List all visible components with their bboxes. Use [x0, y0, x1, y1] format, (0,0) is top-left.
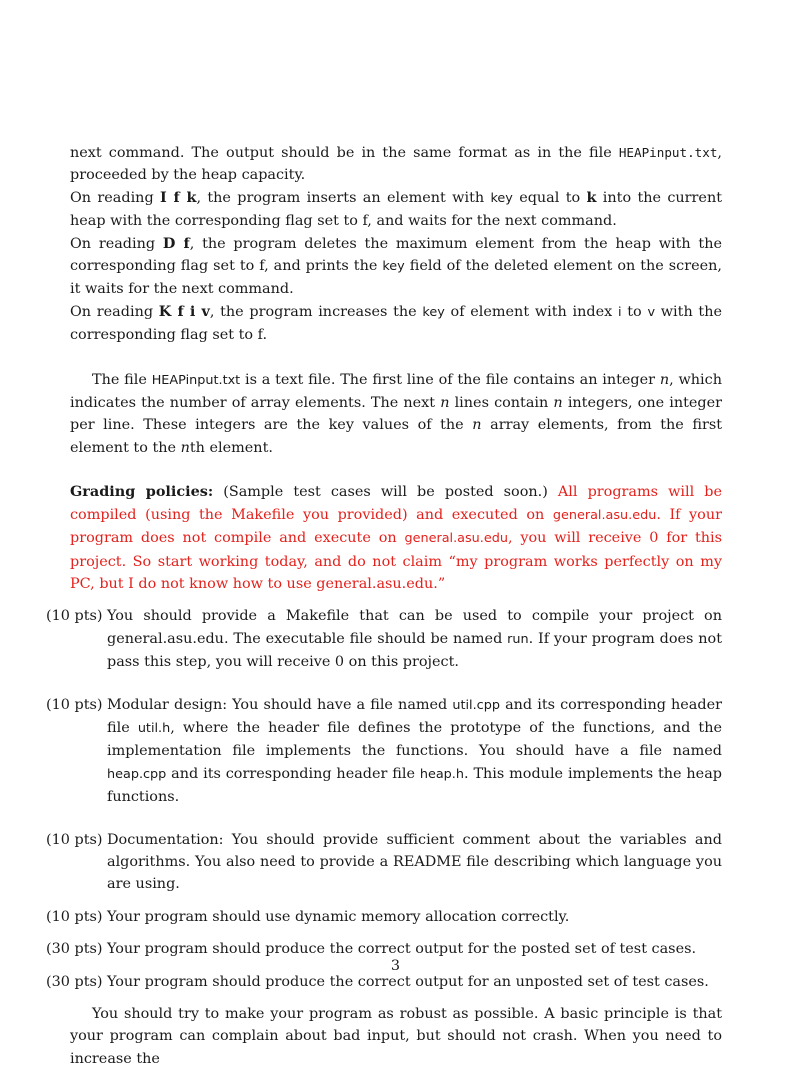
warning-text: . If your program does not compile and execute on: [70, 506, 722, 547]
points-label: (10 pts): [46, 608, 103, 625]
text-run: You should provide a Makefile that can be used to compile your project on general.asu.edu. The executable file should be named: [107, 608, 722, 647]
page-number: 3: [390, 958, 401, 974]
text-run: . If your program does not pass this step, you will receive 0 on this project.: [107, 630, 722, 671]
text-run: On reading: [70, 189, 160, 206]
increase-key-command: K f i v: [158, 302, 210, 320]
spacer: [70, 347, 722, 369]
text-run: , which indicates the number of array elements. The next: [70, 371, 722, 412]
text-run: and its corresponding header file: [166, 765, 420, 782]
key-term: key: [382, 259, 405, 275]
math-n: n: [553, 395, 563, 412]
warning-text: , you will receive 0 for this project. So start working today, and do not claim “my program works perfectly on my PC, but I do not know how to use general.asu.edu.”: [70, 530, 723, 592]
insert-command: I f k: [160, 188, 197, 206]
closing-paragraph: You should try to make your program as robust as possible. A basic principle is that your program can complain about bad input, but should not crash. When you need to increase the: [70, 1006, 722, 1067]
text-run: is a text file. The first line of the file contains an integer: [240, 371, 660, 388]
spacer: [70, 809, 722, 829]
points-label: (30 pts): [46, 941, 103, 958]
filename: heap.cpp: [107, 766, 167, 782]
text-run: On reading: [70, 303, 159, 320]
increase-key-command-paragraph: [70, 301, 722, 347]
value-term: v: [647, 304, 656, 320]
command-intro-paragraph: [70, 142, 722, 187]
text-run: of element with index: [444, 303, 618, 320]
points-label: (10 pts): [46, 908, 103, 925]
item-text: Your program should produce the correct output for the posted set of test cases.: [107, 941, 697, 958]
text-run: array elements, from the first element to the: [70, 417, 722, 456]
math-n: n: [180, 439, 190, 456]
text-run: , proceeded by the heap capacity.: [70, 145, 722, 184]
item-text: Your program should produce the correct output for an unposted set of test cases.: [107, 973, 709, 990]
key-term: key: [422, 304, 445, 320]
text-run: , the program increases the: [209, 303, 423, 320]
grading-item-documentation: [46, 829, 722, 896]
math-n: n: [659, 371, 670, 388]
warning-text: All programs will be compiled (using the Makefile you provided) and executed on: [70, 484, 723, 523]
text-run: to: [621, 303, 648, 320]
delete-command-paragraph: [70, 233, 722, 301]
page-body: [46, 142, 723, 1070]
points-label: (10 pts): [46, 831, 103, 848]
insert-command-paragraph: [70, 187, 722, 233]
points-label: (10 pts): [46, 696, 103, 713]
math-n: n: [440, 395, 450, 412]
text-run: , the program deletes the maximum element from the heap with the corresponding flag set to f, and prints the: [70, 235, 723, 275]
text-run: and its corresponding header file: [107, 696, 722, 736]
text-run: next command. The output should be in the same format as in the file: [70, 145, 619, 161]
grading-item-memory: [46, 906, 722, 928]
host-name: general.asu.edu: [552, 507, 657, 523]
spacer: [70, 993, 722, 1003]
host-name: general.asu.edu: [404, 531, 508, 547]
text-run: field of the deleted element on the screen, it waits for the next command.: [70, 258, 722, 298]
text-run: th element.: [189, 439, 273, 456]
input-filename: HEAPinput.txt: [151, 372, 241, 388]
executable-name: run: [507, 631, 529, 647]
filename: heap.h: [419, 766, 464, 782]
text-run: with the corresponding flag set to f.: [70, 303, 723, 344]
text-run: . This module implements the heap functions.: [107, 765, 722, 806]
grading-heading: Grading policies:: [70, 483, 214, 501]
text-run: into the current heap with the corresponding flag set to f, and waits for the next command.: [70, 189, 722, 230]
spacer: [70, 459, 722, 481]
index-term: i: [617, 304, 622, 320]
input-filename: HEAPinput.txt: [618, 145, 718, 160]
spacer: [70, 896, 722, 906]
filename: util.h: [137, 720, 171, 736]
item-text: Documentation: You should provide sufficient comment about the variables and algorithms. You also need to provide a README file describing which language you are using.: [107, 831, 722, 893]
text-run: The file: [92, 371, 152, 388]
file-description-paragraph: [70, 369, 722, 460]
spacer: [70, 595, 722, 605]
grading-item-modular-design: [46, 694, 722, 809]
delete-command: D f: [162, 234, 190, 252]
spacer: [70, 928, 722, 938]
text-run: equal to: [512, 189, 587, 206]
text-run: On reading: [70, 235, 163, 252]
text-run: , where the header file defines the prototype of the functions, and the implementation file implements the functions. You should have a file named: [107, 719, 722, 760]
grading-policies-paragraph: [70, 481, 722, 595]
filename: util.cpp: [452, 697, 500, 713]
spacer: [70, 674, 722, 694]
text-run: (Sample test cases will be posted soon.): [213, 484, 558, 501]
text-run: , the program inserts an element with: [196, 189, 491, 206]
grading-item-makefile: [46, 605, 722, 673]
math-n: n: [472, 417, 482, 434]
item-text: Your program should use dynamic memory allocation correctly.: [107, 908, 570, 925]
k-param: k: [586, 188, 597, 206]
key-term: key: [490, 190, 513, 206]
text-run: integers, one integer per line. These integers are the key values of the: [70, 395, 723, 434]
text-run: lines contain: [449, 395, 554, 412]
points-label: (30 pts): [46, 973, 103, 990]
text-run: Modular design: You should have a file named: [107, 696, 453, 713]
